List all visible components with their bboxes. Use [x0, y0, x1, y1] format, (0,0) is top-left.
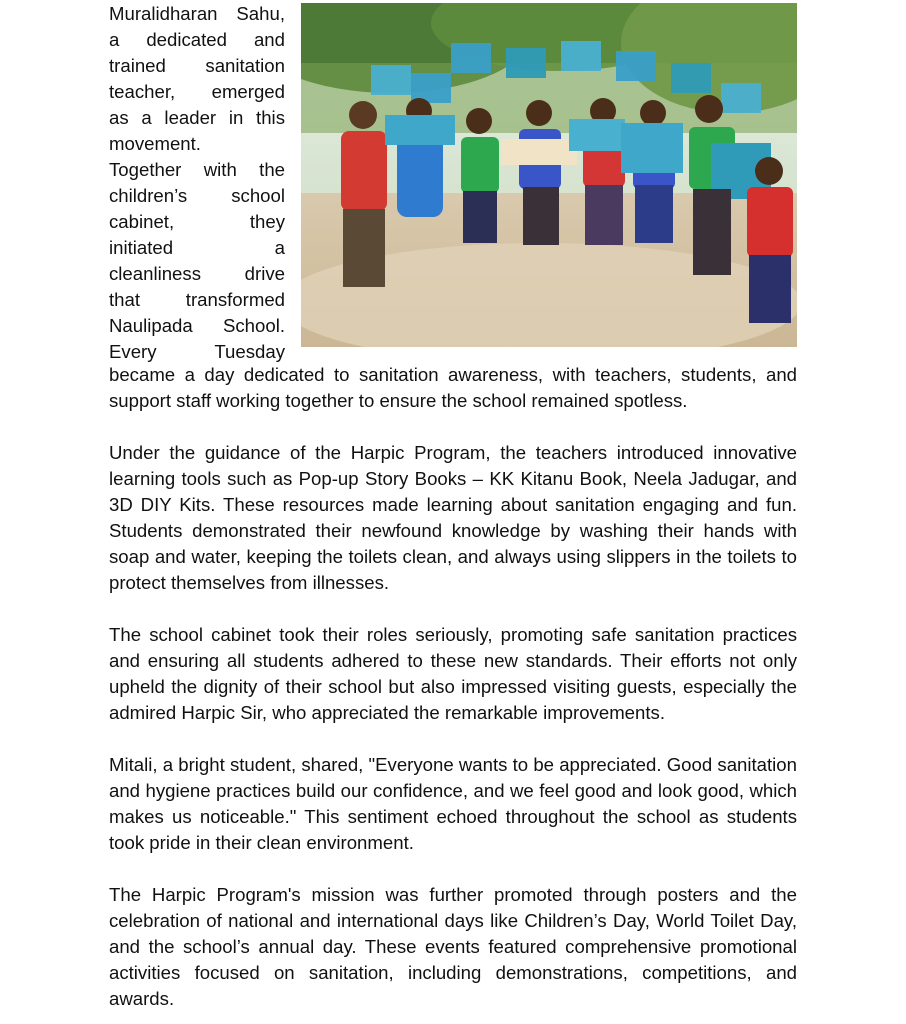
intro-line: teacher, emerged	[109, 81, 285, 102]
intro-line: Naulipada School.	[109, 315, 285, 336]
paragraph: The school cabinet took their roles seriously, promoting safe sanitation practices and ensuring all students adhered to these new standards. Their efforts not only upheld the dignity of their school but also impressed visiting guests, especially the admired Harpic Sir, who appreciated the remarkable improvements.	[109, 624, 797, 723]
intro-line: Together with the	[109, 159, 285, 180]
intro-line: a dedicated and	[109, 29, 285, 50]
intro-line: as a leader in this	[109, 107, 285, 128]
group-photo	[301, 3, 797, 347]
intro-line: movement.	[109, 133, 201, 154]
intro-line: trained sanitation	[109, 55, 285, 76]
intro-line: that transformed	[109, 289, 285, 310]
intro-line: cleanliness drive	[109, 263, 285, 284]
paragraph: Under the guidance of the Harpic Program, the teachers introduced innovative learning tools such as Pop-up Story Books – KK Kitanu Book, Neela Jadugar, and 3D DIY Kits. These resources made learning about sanitation engaging and fun. Students demonstrated their newfound knowledge by washing their hands with soap and water, keeping the toilets clean, and always using slippers in the toilets to protect themselves from illnesses.	[109, 442, 797, 593]
paragraph: Mitali, a bright student, shared, "Everyone wants to be appreciated. Good sanitation and hygiene practices build our confidence, and we feel good and look good, which makes us noticeable." This sentiment echoed throughout the school as students took pride in their clean environment.	[109, 754, 797, 853]
intro-line: cabinet, they	[109, 211, 285, 232]
intro-line: children’s school	[109, 185, 285, 206]
intro-text-column	[109, 1, 285, 365]
intro-continuation: became a day dedicated to sanitation awareness, with teachers, students, and support staff working together to ensure the school remained spotless.	[109, 364, 797, 411]
intro-line: Every Tuesday	[109, 341, 285, 362]
intro-line: Muralidharan Sahu,	[109, 3, 285, 24]
intro-line: initiated a	[109, 237, 285, 258]
intro-section	[109, 0, 797, 362]
document-page	[109, 0, 797, 1012]
paragraph: The Harpic Program's mission was further promoted through posters and the celebration of national and international days like Children’s Day, World Toilet Day, and the school’s annual day. These events featured comprehensive promotional activities focused on sanitation, including demonstrations, competitions, and awards.	[109, 884, 797, 1009]
